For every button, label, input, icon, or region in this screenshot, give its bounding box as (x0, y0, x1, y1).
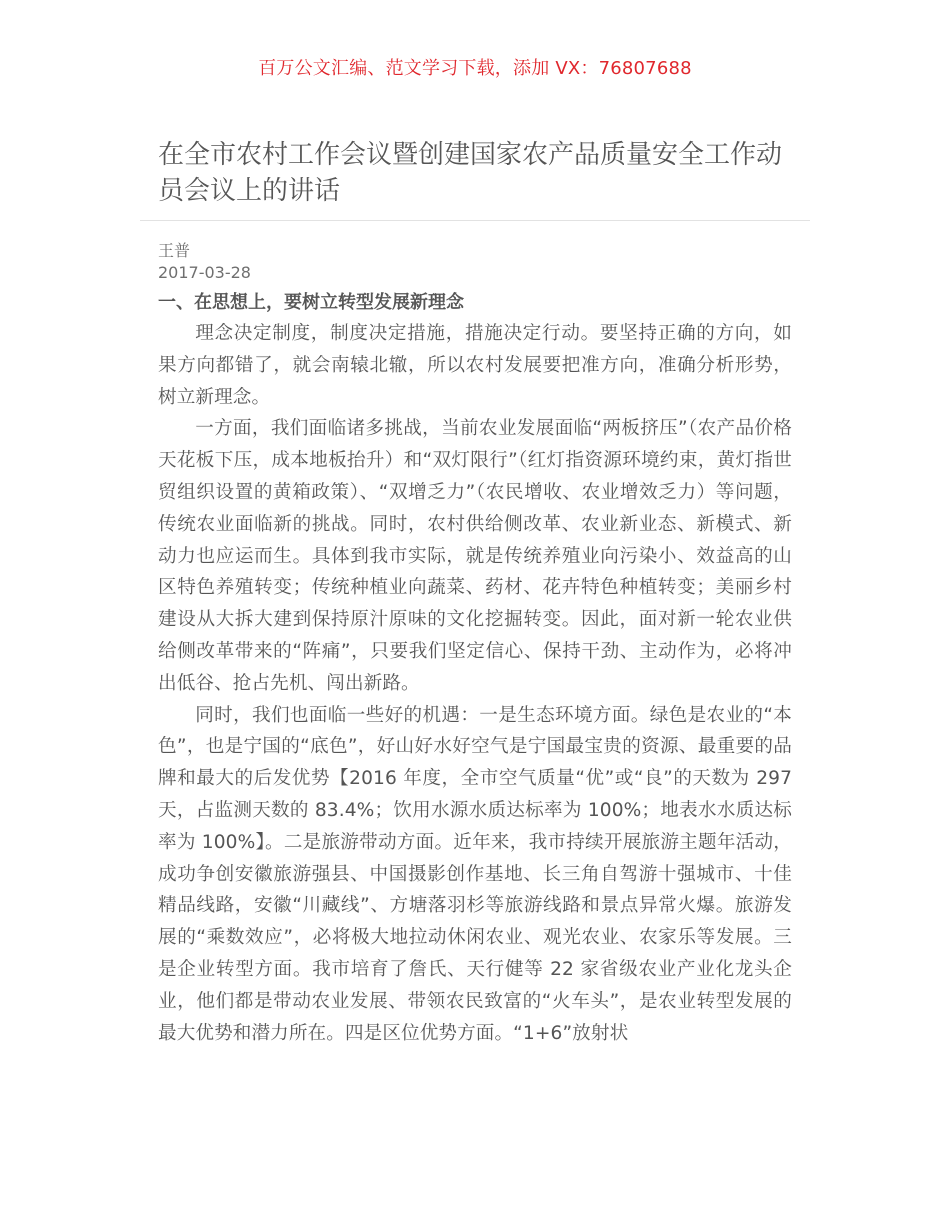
article-title: 在全市农村工作会议暨创建国家农产品质量安全工作动员会议上的讲话 (158, 140, 783, 206)
paragraph: 理念决定制度，制度决定措施，措施决定行动。要坚持正确的方向，如果方向都错了，就会南辕北辙，所以农村发展要把准方向，准确分析形势，树立新理念。 (158, 323, 792, 408)
article-date: 2017-03-28 (158, 263, 251, 282)
article-body (158, 289, 792, 1049)
paragraph: 同时，我们也面临一些好的机遇：一是生态环境方面。绿色是农业的“本色”，也是宁国的“底色”，好山好水好空气是宁国最宝贵的资源、最重要的品牌和最大的后发优势【2016 年度，全市空气质量“优”或“良”的天数为 297 天，占监测天数的 83.4%；饮用水源水质达标率为 100%；地表水水质达标率为 100%】。二是旅游带动方面。近年来，我市持续开展旅游主题年活动，成功争创安徽旅游强县、中国摄影创作基地、长三角自驾游十强城市、十佳精品线路，安徽“川藏线”、方塘落羽杉等旅游线路和景点异常火爆。旅游发展的“乘数效应”，必将极大地拉动休闲农业、观光农业、农家乐等发展。三是企业转型方面。我市培育了詹氏、天行健等 22 家省级农业产业化龙头企业，他们都是带动农业发展、带领农民致富的“火车头”，是农业转型发展的最大优势和潜力所在。四是区位优势方面。“1+6”放射状 (158, 704, 792, 1044)
article-author: 王普 (158, 241, 191, 260)
section-heading: 一、在思想上，要树立转型发展新理念 (158, 292, 464, 313)
title-divider (140, 220, 810, 221)
paragraph: 一方面，我们面临诸多挑战，当前农业发展面临“两板挤压”（农产品价格天花板下压，成本地板抬升）和“双灯限行”（红灯指资源环境约束，黄灯指世贸组织设置的黄箱政策）、“双增乏力”（农民增收、农业增效乏力）等问题，传统农业面临新的挑战。同时，农村供给侧改革、农业新业态、新模式、新动力也应运而生。具体到我市实际，就是传统养殖业向污染小、效益高的山区特色养殖转变；传统种植业向蔬菜、药材、花卉特色种植转变；美丽乡村建设从大拆大建到保持原汁原味的文化挖掘转变。因此，面对新一轮农业供给侧改革带来的“阵痛”，只要我们坚定信心、保持干劲、主动作为，必将冲出低谷、抢占先机、闯出新路。 (158, 418, 792, 694)
watermark-banner: 百万公文汇编、范文学习下载，添加 VX：76807688 (258, 58, 692, 79)
